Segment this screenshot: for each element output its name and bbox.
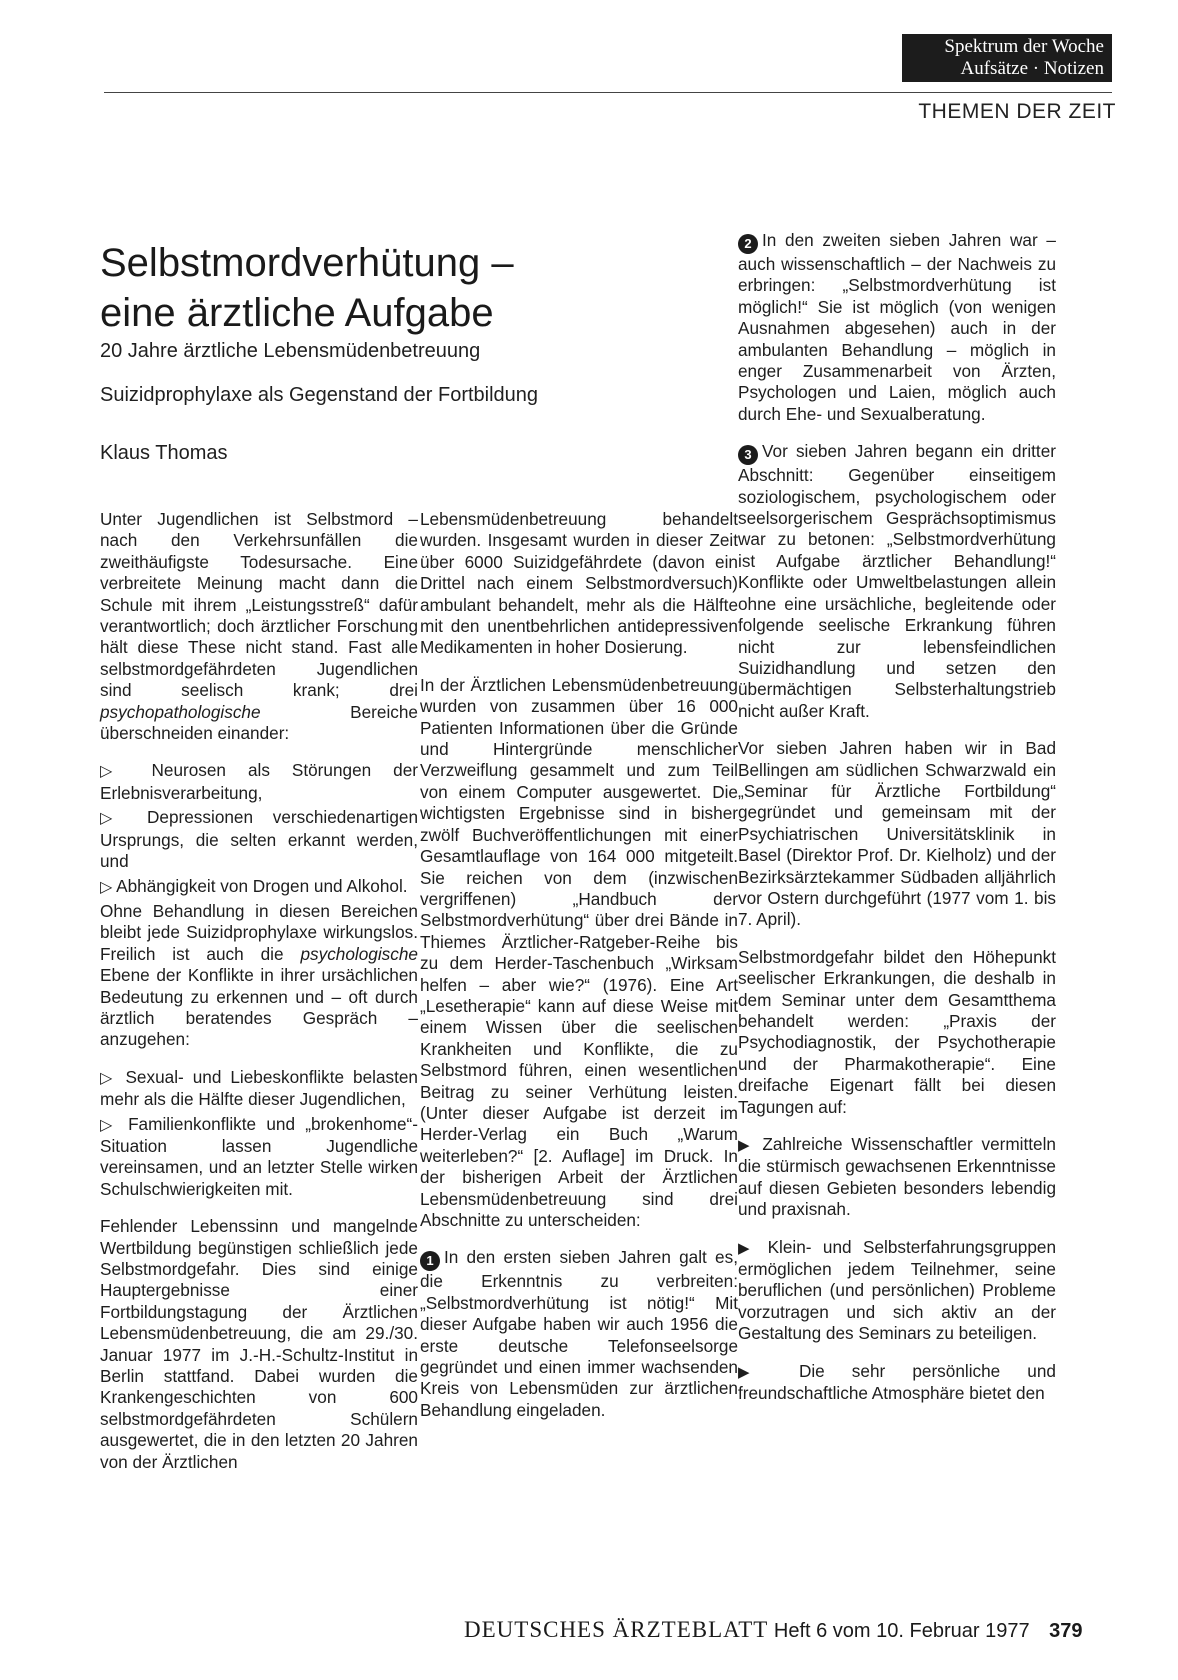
numbered-paragraph: 3 Vor sieben Jahren begann ein dritter Abschnitt: Gegenüber einseitigem soziologischem, psychologischem oder seelsorgerischem Gesprächsoptimismus war zu betonen: „Selbstmordverhütung ist Aufgabe ärztlicher Behandlung!“ Konflikte oder Umweltbelastungen allein ohne eine ursächliche, begleitende oder folgende seelische Erkrankung führen nicht zur lebensfeindlichen Suizidhandlung und setzen den übermächtigen Selbsterhaltungstrieb nicht außer Kraft. <box>738 441 1056 721</box>
number-1-icon: 1 <box>420 1251 440 1271</box>
paragraph: Fehlender Lebenssinn und mangelnde Wertbildung begünstigen schließlich jede Selbstmordgefahr. Dies sind einige Hauptergebnisse einer Fortbildungstagung der Ärztlichen Lebensmüdenbetreuung, die am 29./30. Januar 1977 im J.-H.-Schultz-Institut in Berlin stattfand. Dabei wurden die Krankengeschichten von 600 selbstmordgefährdeten Schülern ausgewertet, die in den letzten 20 Jahren von der Ärztlichen <box>100 1216 418 1472</box>
list-item: ▷ Neurosen als Störungen der Erlebnisverarbeitung, <box>100 760 418 803</box>
journal-name: DEUTSCHES ÄRZTEBLATT <box>464 1617 769 1642</box>
numbered-paragraph: 1 In den ersten sieben Jahren galt es, die Erkenntnis zu verbreiten: „Selbstmordverhütung ist nötig!“ Mit dieser Aufgabe haben wir auch 1956 die erste deutsche Telefonseelsorge gegründet und einen immer wachsenden Kreis von Lebensmüden zur ärztlichen Behandlung eingeladen. <box>420 1247 738 1420</box>
column-2 <box>420 509 738 1437</box>
list-item: ▷ Abhängigkeit von Drogen und Alkohol. <box>100 875 408 896</box>
open-triangle-icon: ▷ <box>100 878 113 896</box>
paragraph: Ohne Behandlung in diesen Bereichen bleibt jede Suizidprophylaxe wirkungslos. Freilich ist auch die psychologische Ebene der Konflikte in ihrer ursächlichen Bedeutung zu erkennen und – oft durch ärztlich beratendes Gespräch – anzugehen: <box>100 900 418 1050</box>
bullet-item: ▶ Zahlreiche Wissenschaftler vermitteln die stürmisch gewachsenen Erkenntnisse auf diesen Gebieten besonders lebendig und praxisnah. <box>738 1134 1056 1220</box>
paragraph: Selbstmordgefahr bildet den Höhepunkt seelischer Erkrankungen, die deshalb in dem Seminar unter dem Gesamtthema behandelt werden: „Praxis der Psychodiagnostik, der Psychotherapie und der Pharmakotherapie“. Eine dreifache Eigenart fällt bei diesen Tagungen auf: <box>738 946 1056 1117</box>
numbered-paragraph: 2 In den zweiten sieben Jahren war – auch wissenschaftlich – der Nachweis zu erbringen: „Selbstmordverhütung ist möglich!“ Sie ist möglich (von wenigen Ausnahmen abgesehen) auch in der ambulanten Behandlung – möglich in enger Zusammenarbeit von Ärzten, Psychologen und Laien, möglich auch durch Ehe- und Sexualberatung. <box>738 230 1056 424</box>
article-title <box>100 238 720 338</box>
badge-line-2: Aufsätze · Notizen <box>960 58 1104 79</box>
column-1 <box>100 509 418 1489</box>
filled-triangle-icon: ▶ <box>738 1363 772 1381</box>
bullet-item: ▶ Klein- und Selbsterfahrungsgruppen ermöglichen jedem Teilnehmer, seine beruflichen (und persönlichen) Probleme vorzutragen und sich aktiv an der Gestaltung des Seminars zu beteiligen. <box>738 1236 1057 1344</box>
filled-triangle-icon: ▶ <box>738 1137 754 1155</box>
filled-triangle-icon: ▶ <box>738 1239 757 1257</box>
open-triangle-icon: ▷ <box>100 810 128 828</box>
paragraph: Unter Jugendlichen ist Selbstmord – nach den Verkehrsunfällen die zweithäufigste Todesursache. Eine verbreitete Meinung macht dann die Schule mit ihrem „Leistungsstreß“ dafür verantwortlich; doch ärztlicher Forschung hält diese These nicht stand. Fast alle selbstmordgefährdeten Jugendlichen sind seelisch krank; drei psychopathologische Bereiche überschneiden einander: <box>100 509 418 744</box>
list-item: ▷ Sexual- und Liebeskonflikte belasten mehr als die Hälfte dieser Jugendlichen, <box>100 1066 418 1110</box>
title-line-1: Selbstmordverhütung – <box>100 241 514 285</box>
bullet-item: ▶ Die sehr persönliche und freundschaftliche Atmosphäre bietet den <box>738 1360 1056 1404</box>
author: Klaus Thomas <box>100 442 228 464</box>
paragraph: Lebensmüdenbetreuung behandelt wurden. Insgesamt wurden in dieser Zeit über 6000 Suizidgefährdete (davon ein Drittel nach einem Selbstmordversuch) ambulant behandelt, mehr als die Hälfte mit den unentbehrlichen antidepressiven Medikamenten in hoher Dosierung. <box>420 509 738 658</box>
subtitle-2: Suizidprophylaxe als Gegenstand der Fortbildung <box>100 384 539 406</box>
open-triangle-icon: ▷ <box>100 1069 117 1087</box>
page-number: 379 <box>1049 1620 1083 1642</box>
paragraph: In der Ärztlichen Lebensmüdenbetreuung wurden von zusammen über 16 000 Patienten Informationen über die Gründe und Hintergründe menschlicher Verzweiflung gesammelt und zum Teil von einem Computer ausgewertet. Die wichtigsten Ergebnisse sind in bisher zwölf Buchveröffentlichungen mit einer Gesamtlauflage von 164 000 mitgeteilt. Sie reichen von dem (inzwischen vergriffenen) „Handbuch der Selbstmordverhütung“ über drei Bände in Thiemes Ärztlicher-Ratgeber-Reihe bis zu dem Herder-Taschenbuch „Wirksam helfen – aber wie?“ (1976). Eine Art „Lesetherapie“ kann auf diese Weise mit einem Wissen über die seelischen Krankheiten und Konflikte, die zu Selbstmord führen, einen wesentlichen Beitrag zu seiner Verhütung leisten. (Unter dieser Aufgabe ist derzeit im Herder-Verlag ein Buch „Warum weiterleben?“ [2. Auflage] im Druck. In der bisherigen Arbeit der Ärztlichen Lebensmüdenbetreuung sind drei Abschnitte zu unterscheiden: <box>420 674 738 1230</box>
badge-line-1: Spektrum der Woche <box>944 36 1104 57</box>
section-label: THEMEN DER ZEIT <box>918 100 1116 123</box>
column-3 <box>738 230 1056 1421</box>
page-footer <box>464 1617 1083 1643</box>
paragraph: Vor sieben Jahren haben wir in Bad Bellingen am südlichen Schwarzwald ein „Seminar für Ärztliche Fortbildung“ gegründet und gemeinsam mit der Psychiatrischen Universitätsklinik in Basel (Direktor Prof. Dr. Kielholz) und der Bezirksärztekammer Südbaden alljährlich vor Ostern durchgeführt (1977 vom 1. bis 7. April). <box>738 738 1056 930</box>
header-rule <box>104 92 1112 93</box>
issue-info: Heft 6 vom 10. Februar 1977 <box>773 1620 1030 1642</box>
number-3-icon: 3 <box>738 445 758 465</box>
list-item: ▷ Familienkonflikte und „brokenhome“-Situation lassen Jugendliche vereinsamen, und an letzter Stelle wirken Schulschwierigkeiten mit. <box>100 1113 418 1199</box>
open-triangle-icon: ▷ <box>100 1116 118 1134</box>
section-badge <box>902 34 1112 82</box>
open-triangle-icon: ▷ <box>100 763 130 781</box>
number-2-icon: 2 <box>738 234 758 254</box>
title-line-2: eine ärztliche Aufgabe <box>100 291 494 335</box>
list-item: ▷ Depressionen verschiedenartigen Ursprungs, die selten erkannt werden, und <box>100 807 419 872</box>
subtitle-1: 20 Jahre ärztliche Lebensmüdenbetreuung <box>100 340 481 362</box>
